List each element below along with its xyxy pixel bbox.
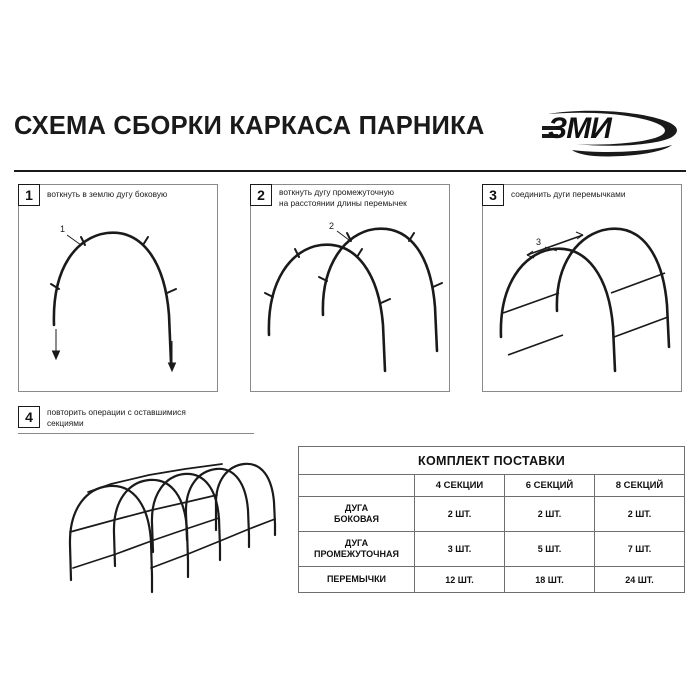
step2-part-label: 2	[329, 221, 335, 231]
cell-crossbars-6: 18 ШТ.	[505, 567, 595, 593]
step-number-2: 2	[250, 184, 272, 206]
row-header-side-arch: ДУГА БОКОВАЯ	[299, 497, 415, 532]
step2-illustration	[251, 185, 451, 393]
row-header-crossbars: ПЕРЕМЫЧКИ	[299, 567, 415, 593]
cell-side-arch-8: 2 ШТ.	[595, 497, 685, 532]
step-block-4	[18, 406, 254, 440]
header-divider	[14, 170, 686, 172]
step-number-1: 1	[18, 184, 40, 206]
table-row	[299, 497, 685, 532]
step-caption-2: воткнуть дугу промежуточную на расстоянии длины перемычек	[279, 187, 407, 208]
cell-side-arch-6: 2 ШТ.	[505, 497, 595, 532]
table-title-row	[299, 447, 685, 475]
column-header-6: 6 СЕКЦИЙ	[505, 475, 595, 497]
step1-illustration	[19, 185, 219, 393]
column-header-blank	[299, 475, 415, 497]
table-title: КОМПЛЕКТ ПОСТАВКИ	[299, 447, 685, 475]
step-caption-3: соединить дуги перемычками	[511, 189, 626, 199]
page-title: СХЕМА СБОРКИ КАРКАСА ПАРНИКА	[14, 112, 485, 140]
step-panel-1	[18, 184, 218, 392]
logo-text: ЗМИ	[548, 112, 611, 145]
table-header-row	[299, 475, 685, 497]
step-number-3: 3	[482, 184, 504, 206]
cell-intermediate-arch-6: 5 ШТ.	[505, 532, 595, 567]
header	[14, 106, 686, 168]
zmi-logo	[542, 106, 682, 162]
step4-illustration	[10, 440, 294, 600]
cell-intermediate-arch-8: 7 ШТ.	[595, 532, 685, 567]
column-header-8: 8 СЕКЦИЙ	[595, 475, 685, 497]
step-caption-4: повторить операции с оставшимися секциями	[47, 407, 186, 428]
step-caption-1: воткнуть в землю дугу боковую	[47, 189, 168, 199]
step-panel-2	[250, 184, 450, 392]
step3-part-label: 3	[536, 237, 542, 247]
table	[298, 446, 685, 593]
cell-crossbars-4: 12 ШТ.	[415, 567, 505, 593]
step1-part-label: 1	[60, 224, 66, 234]
cell-side-arch-4: 2 ШТ.	[415, 497, 505, 532]
step3-illustration	[483, 185, 683, 393]
step-panel-3	[482, 184, 682, 392]
cell-intermediate-arch-4: 3 ШТ.	[415, 532, 505, 567]
cell-crossbars-8: 24 ШТ.	[595, 567, 685, 593]
column-header-4: 4 СЕКЦИИ	[415, 475, 505, 497]
step4-divider	[18, 433, 254, 434]
row-header-intermediate-arch: ДУГА ПРОМЕЖУТОЧНАЯ	[299, 532, 415, 567]
delivery-set-table	[298, 446, 684, 593]
table-row	[299, 567, 685, 593]
table-row	[299, 532, 685, 567]
step-number-4: 4	[18, 406, 40, 428]
